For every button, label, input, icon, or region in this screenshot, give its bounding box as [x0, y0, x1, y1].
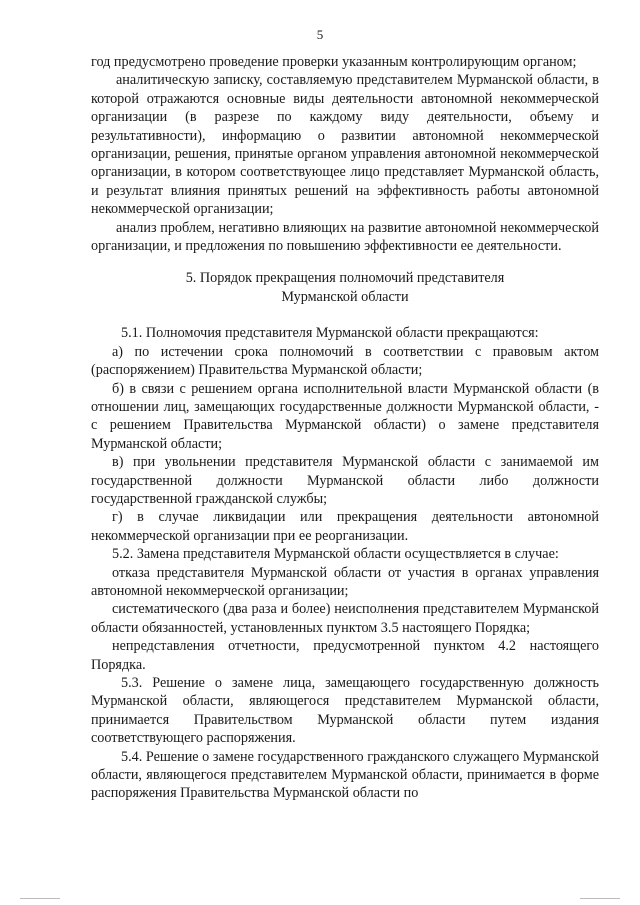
clause-5-4: 5.4. Решение о замене государственного гражданского служащего Мурманской области, являющегося представителем Мурманской области, принимается в форме распоряжения Правительства Мурманской области по	[91, 748, 599, 802]
clause-5-2-refusal: отказа представителя Мурманской области от участия в органах управления автономной некоммерческой организации;	[91, 564, 599, 599]
paragraph-analytical-note: аналитическую записку, составляемую представителем Мурманской области, в которой отражаются основные виды деятельности автономной некоммерческой организации (в разрезе по каждому виду деятельности, объему и результативности), информацию о развитии автономной некоммерческой организации, решения, принятые органом управления автономной некоммерческой организации, в котором соответствующее лицо представляет Мурманской область, и результат влияния принятых решений на эффективность работы автономной некоммерческой организации;	[91, 72, 599, 218]
section-heading	[91, 269, 599, 306]
page-number: 5	[316, 27, 324, 42]
clause-5-2-nonperformance: систематического (два раза и более) неисполнения представителем Мурманской области обязанностей, установленных пунктом 3.5 настоящего Порядка;	[91, 601, 599, 636]
clause-5-1-b: б) в связи с решением органа исполнительной власти Мурманской области (в отношении лиц, замещающих государственные должности Мурманской области, - с решением Правительства Мурманской области) о замене представителя Мурманской области;	[91, 380, 599, 452]
document-body	[91, 53, 599, 803]
clause-5-1-g: г) в случае ликвидации или прекращения деятельности автономной некоммерческой организации при ее реорганизации.	[91, 509, 599, 544]
clause-5-3: 5.3. Решение о замене лица, замещающего государственную должность Мурманской области, являющегося представителем Мурманской области, принимается Правительством Мурманской области путем издания соответствующего распоряжения.	[91, 675, 599, 747]
paragraph-continuation: год предусмотрено проведение проверки указанным контролирующим органом;	[91, 54, 577, 70]
clause-5-2: 5.2. Замена представителя Мурманской области осуществляется в случае:	[112, 546, 559, 563]
clause-5-1: 5.1. Полномочия представителя Мурманской области прекращаются:	[121, 325, 539, 342]
paragraph-problem-analysis: анализ проблем, негативно влияющих на развитие автономной некоммерческой организации, и предложения по повышению эффективности ее деятельности.	[91, 219, 599, 255]
section-heading-line-1: 5. Порядок прекращения полномочий представителя	[185, 270, 505, 287]
section-heading-line-2: Мурманской области	[281, 288, 409, 305]
clause-5-1-a: а) по истечении срока полномочий в соответствии с правовым актом (распоряжением) Правительства Мурманской области;	[91, 343, 599, 379]
clause-5-1-v: в) при увольнении представителя Мурманской области с занимаемой им государственной должности Мурманской области либо должности государственной гражданской службы;	[91, 454, 599, 507]
clause-5-2-nonreporting: непредставления отчетности, предусмотренной пунктом 4.2 настоящего Порядка.	[91, 638, 599, 673]
page-edge-artifact	[0, 898, 640, 899]
